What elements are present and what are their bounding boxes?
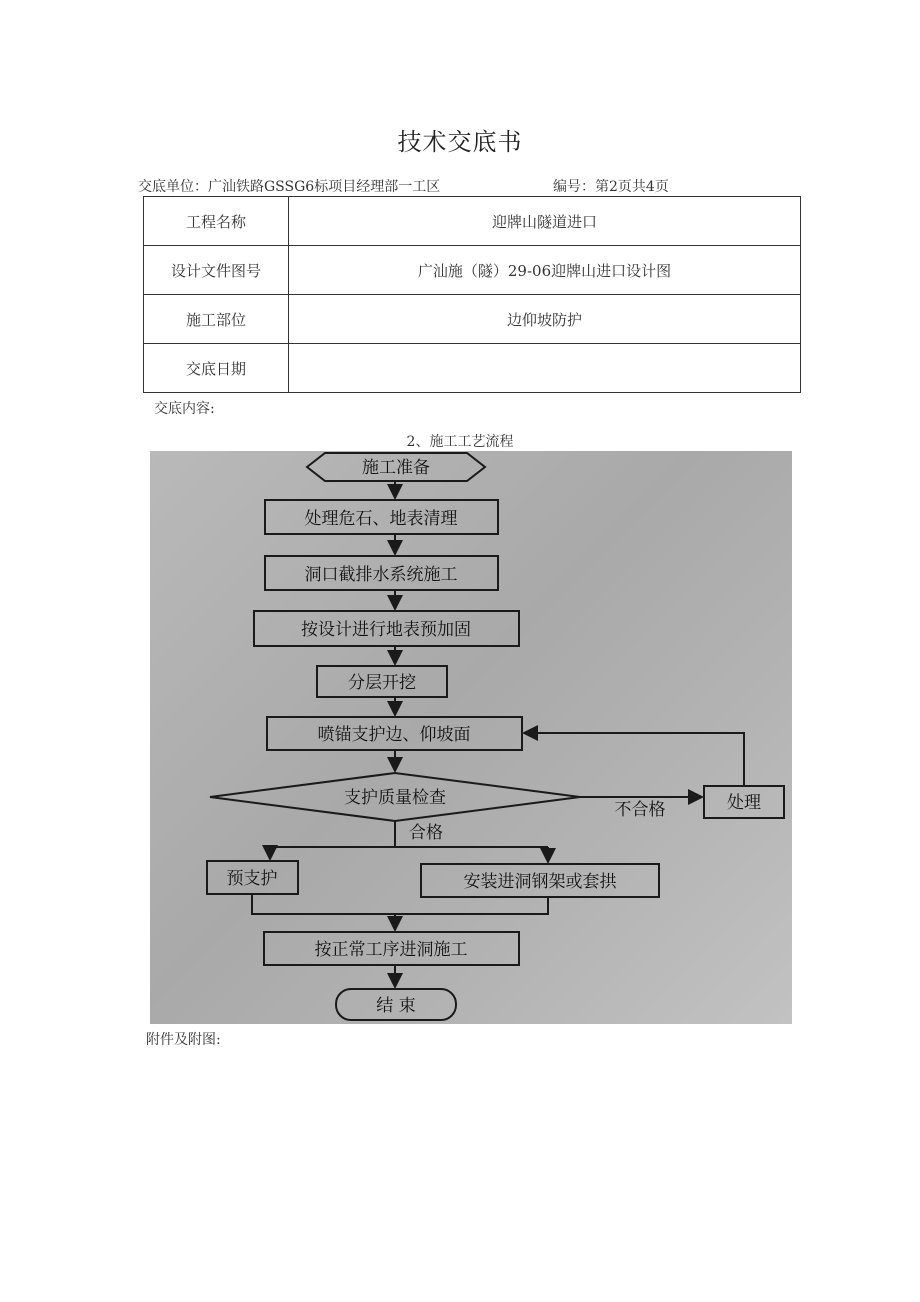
row-value: 边仰坡防护 xyxy=(289,295,801,344)
table-row xyxy=(144,295,801,344)
fail-label: 不合格 xyxy=(614,800,666,820)
table-row xyxy=(144,344,801,393)
row-label: 交底日期 xyxy=(144,344,289,393)
table-row xyxy=(144,197,801,246)
row-value xyxy=(289,344,801,393)
step-label: 分层开挖 xyxy=(348,673,416,693)
branch-left-label: 预支护 xyxy=(226,869,278,889)
decision-label: 支护质量检查 xyxy=(344,788,446,808)
step-label: 处理危石、地表清理 xyxy=(304,509,458,529)
row-value: 迎牌山隧道进口 xyxy=(289,197,801,246)
document-title: 技术交底书 xyxy=(397,128,523,156)
fail-action-label: 处理 xyxy=(727,793,761,813)
pass-label: 合格 xyxy=(409,823,443,843)
final-step-label: 按正常工序进洞施工 xyxy=(314,940,468,960)
row-label: 施工部位 xyxy=(144,295,289,344)
table-row xyxy=(144,246,801,295)
page-number: 编号：第2页共4页 xyxy=(553,179,669,195)
start-label: 施工准备 xyxy=(362,458,430,478)
issuing-unit: 交底单位：广汕铁路GSSG6标项目经理部一工区 xyxy=(138,179,441,195)
row-label: 设计文件图号 xyxy=(144,246,289,295)
flowchart-caption: 2、施工工艺流程 xyxy=(406,434,514,450)
flowchart-diagram xyxy=(150,451,792,1024)
branch-right-label: 安装进洞钢架或套拱 xyxy=(463,872,617,892)
row-label: 工程名称 xyxy=(144,197,289,246)
row-value: 广汕施（隧）29-06迎牌山进口设计图 xyxy=(289,246,801,295)
step-label: 喷锚支护边、仰坡面 xyxy=(317,725,471,745)
step-label: 洞口截排水系统施工 xyxy=(304,565,458,585)
content-label: 交底内容: xyxy=(154,401,215,417)
project-info-table xyxy=(143,196,801,393)
attachments-label: 附件及附图: xyxy=(146,1032,221,1048)
flowchart-image xyxy=(150,451,792,1024)
end-label: 结 束 xyxy=(376,996,416,1016)
step-label: 按设计进行地表预加固 xyxy=(301,620,471,640)
